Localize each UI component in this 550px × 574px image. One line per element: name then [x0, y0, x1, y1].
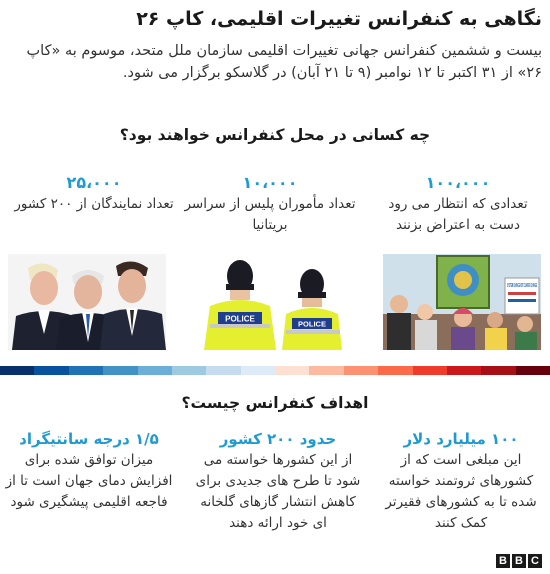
stripe	[275, 366, 309, 375]
stripe	[344, 366, 378, 375]
attendees-heading: چه کسانی در محل کنفرانس خواهند بود؟	[119, 126, 431, 144]
stripe	[34, 366, 68, 375]
goal-description: از این کشورها خواسته می شود تا طرح های جدیدی برای کاهش انتشار گازهای گلخانه ای خود ارائه دهند	[195, 452, 361, 531]
stripe	[516, 366, 550, 375]
world-leaders-photo	[8, 254, 166, 350]
stripe	[69, 366, 103, 375]
page-title: نگاهی به کنفرانس تغییرات اقلیمی، کاپ ۲۶	[136, 8, 542, 30]
protesters-photo	[383, 254, 541, 350]
goal-description: این مبلغی است که از کشورهای ثروتمند خواسته شده تا به کشورهای فقیرتر کمک کنند	[385, 452, 537, 531]
police-badge-text: POLICE	[225, 314, 255, 324]
logo-letter: B	[512, 554, 526, 568]
stat-description: تعداد مأموران پلیس از سراسر بریتانیا	[184, 196, 356, 233]
goal-climate-finance	[376, 428, 546, 534]
goal-number: حدود ۲۰۰ کشور	[219, 430, 337, 448]
goal-temperature	[4, 428, 174, 513]
stat-description: تعدادی که انتظار می رود دست به اعتراض بزنند	[388, 196, 528, 233]
stripe	[103, 366, 137, 375]
police-badge-text: POLICE	[298, 319, 326, 329]
stat-description: تعداد نمایندگان از ۲۰۰ کشور	[14, 196, 174, 212]
stat-delegates	[8, 172, 180, 215]
goal-number: ۱۰۰ میلیارد دلار	[403, 430, 519, 448]
stat-number: ۲۵،۰۰۰	[66, 173, 122, 192]
stripe	[447, 366, 481, 375]
warming-stripes	[0, 366, 550, 375]
goal-number: ۱/۵ درجه سانتیگراد	[19, 430, 159, 448]
stripe	[0, 366, 34, 375]
goal-countries	[193, 428, 363, 534]
stat-police	[184, 172, 356, 236]
stripe	[206, 366, 240, 375]
stripe	[481, 366, 515, 375]
logo-letter: C	[528, 554, 542, 568]
stripe	[378, 366, 412, 375]
stat-number: ۱۰،۰۰۰	[242, 173, 298, 192]
stripe	[138, 366, 172, 375]
stripe	[309, 366, 343, 375]
goals-heading: اهداف کنفرانس چیست؟	[181, 394, 369, 412]
stripe	[413, 366, 447, 375]
protest-sign-line: SYSTEM CHANGE NOT CLIMATE CHANGE	[507, 283, 538, 289]
stat-number: ۱۰۰،۰۰۰	[425, 173, 491, 192]
bbc-logo	[496, 554, 542, 568]
intro-paragraph: بیست و ششمین کنفرانس جهانی تغییرات اقلیمی سازمان ملل متحد، موسوم به «کاپ ۲۶» از ۳۱ اکتبر تا ۱۲ نوامبر (۹ تا ۲۱ آبان) در گلاسکو برگزار می شود.	[26, 43, 542, 81]
stripe	[172, 366, 206, 375]
police-photo	[190, 254, 350, 350]
stripe	[241, 366, 275, 375]
stat-protesters	[372, 172, 544, 236]
goal-description: میزان توافق شده برای افزایش دمای جهان است تا از فاجعه اقلیمی پیشگیری شود	[5, 452, 173, 510]
logo-letter: B	[496, 554, 510, 568]
